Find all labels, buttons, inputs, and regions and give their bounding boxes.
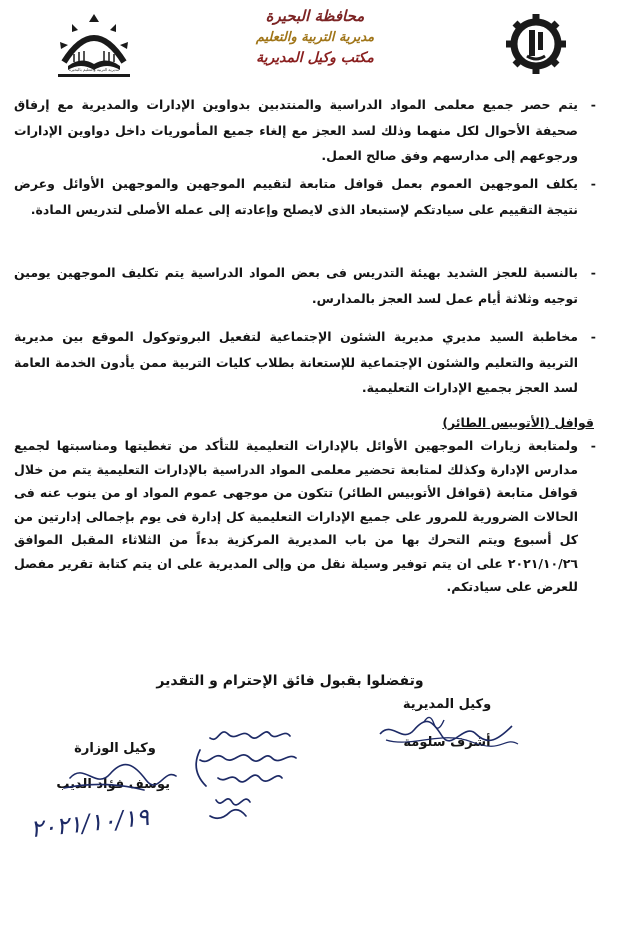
directorate-name: مديرية التربية والتعليم	[255, 30, 375, 45]
governorate-name: محافظة البحيرة	[265, 7, 365, 25]
office-name: مكتب وكيل المديرية	[256, 50, 374, 66]
letterhead-header	[0, 0, 623, 95]
bullet-dash: -	[590, 265, 596, 280]
signatory-title: وكيل المديرية	[402, 697, 492, 712]
bullet-dash: -	[590, 176, 596, 191]
paragraph-flying-bus-caravans	[14, 434, 598, 644]
bullet-dash: -	[590, 329, 596, 344]
gear-logo-icon	[505, 6, 567, 82]
handwritten-date: ٢٠٢١/١٠/١٩	[28, 802, 151, 844]
paragraph-teacher-shortage	[14, 260, 598, 324]
letterhead-title-block	[205, 6, 425, 69]
paragraph-text: ولمتابعة زيارات الموجهين الأوائل بالإدارات التعليمية للتأكد من تغطيتها ومناسبتها لجميع مدارس الإدارة وكذلك لمتابعة تحضير معلمى المواد الدراسية بالإدارات التعليمية يتم من خلال قوافل متابعة (قوافل الأتوبيس الطائر) تتكون من موجهى عموم المواد او من ينوب عنه فى الحالات الضرورية للمرور على جميع الإدارات التعليمية كل إدارة فى يوم بإجمالى إدارتين من كل أسبوع ويتم التحرك بها من باب المديرية المركزية بدءاً من الثلاثاء المقبل الموافق ٢٠٢١/١٠/٢٦ على ان يتم توفير وسيلة نقل من وإلى المديرية على ان يتم كتابة تقرير مفصل للعرض على سيادتكم.	[14, 438, 578, 594]
paragraph-staff-census	[14, 92, 598, 171]
signature-block-deputy-directorate	[372, 694, 522, 754]
paragraph-supervisor-evaluation	[14, 171, 598, 260]
signature-block-deputy-ministry	[56, 738, 170, 796]
paragraph-text: يكلف الموجهين العموم بعمل قوافل متابعة لتقييم الموجهين والموجهين الأوائل وعرض نتيجة التقييم على سيادتكم لإستبعاد الذى لايصلح وإعادته إلى عمله الأصلى لتدريس المادة.	[14, 176, 578, 217]
paragraph-text: مخاطبة السيد مديري مديرية الشئون الإجتماعية لتفعيل البروتوكول الموقع بين مديرية التربية والتعليم والشئون الإجتماعية للإستعانة بطلاب كليات التربية ممن يأدون الخدمة العامة لسد العجز بجميع الإدارات التعليمية.	[14, 329, 578, 395]
logo-caption: مديرية التربية والتعليم بالبحيرة	[68, 67, 120, 72]
closing-line: وتفضلوا بقبول فائق الإحترام و التقدير	[156, 673, 424, 689]
handwritten-note	[170, 720, 310, 830]
paragraph-text: بالنسبة للعجز الشديد بهيئة التدريس فى بعض المواد الدراسية يتم تكليف الموجهين يومين توجيه وثلاثة أيام عمل لسد العجز بالمدارس.	[14, 265, 578, 306]
paragraph-text: يتم حصر جميع معلمى المواد الدراسية والمنتدبين بدواوين الإدارات والمديرية مع إرفاق صحيفة الأحوال لكل منهما وذلك لسد العجز مع إلغاء جميع المأموريات داخل دواوين الإدارات ورجوعهم إلى مدارسهم وفق صالح العمل.	[14, 97, 578, 163]
paragraph-social-affairs-protocol	[14, 324, 598, 404]
bullet-dash: -	[590, 97, 596, 112]
signatory-name: أشرف سلومة	[403, 735, 491, 750]
signatory-name: يوسف فؤاد الديب	[56, 777, 170, 792]
letter-body	[14, 92, 598, 644]
bullet-dash: -	[590, 438, 596, 453]
signatory-title: وكيل الوزارة	[74, 741, 156, 756]
book-emblem-icon	[48, 10, 140, 88]
section-heading: قوافل (الأتوبيس الطائر)	[442, 415, 594, 430]
